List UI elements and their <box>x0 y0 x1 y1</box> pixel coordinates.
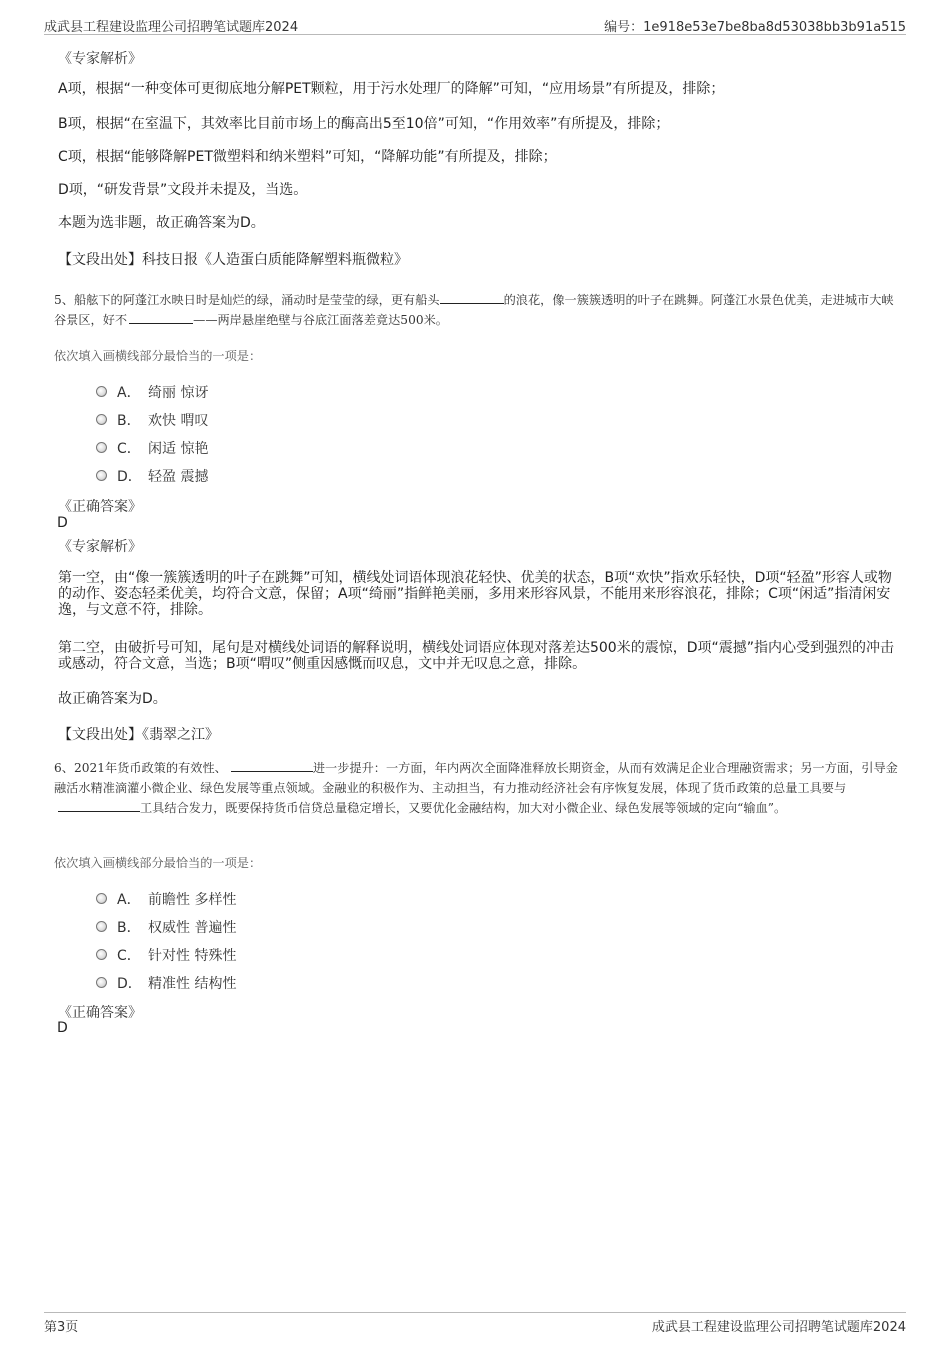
option-letter: B． <box>117 920 141 936</box>
q5-analysis-label: 《专家解析》 <box>58 539 142 555</box>
option-letter: D． <box>117 976 142 992</box>
radio-button[interactable] <box>96 893 107 904</box>
q5-text-part: 的浪花，像一簇簇透明的叶子在跳舞。阿蓬江水景色优美，走进城市大峡谷景区，好不 <box>54 293 894 327</box>
header-code: 编号：1e918e53e7be8ba8d53038bb3b91a515 <box>604 20 906 35</box>
q5-analysis-paragraph: 第二空，由破折号可知，尾句是对横线处词语的解释说明，横线处词语应体现对落差达500米的震惊，D项“震撼”指内心受到强烈的冲击或感动，符合文意，当选；B项“喟叹”侧重因感慨而叹息，文中并无叹息之意，排除。 <box>58 640 895 672</box>
option-letter: C． <box>117 948 141 964</box>
option-letter: A． <box>117 892 141 908</box>
option-text: 绮丽 惊讶 <box>148 385 209 401</box>
q5-source: 【文段出处】《翡翠之江》 <box>58 727 219 743</box>
option-letter: B． <box>117 413 141 429</box>
option-text: 精准性 结构性 <box>148 976 237 992</box>
q6-prompt: 依次填入画横线部分最恰当的一项是： <box>54 856 262 870</box>
q6-text-part: 6、2021年货币政策的有效性、 <box>54 761 227 775</box>
q5-analysis-paragraph: 故正确答案为D。 <box>58 691 167 707</box>
header-title: 成武县工程建设监理公司招聘笔试题库2024 <box>44 20 299 35</box>
q6-question-text <box>54 758 900 818</box>
q5-answer-label: 《正确答案》 <box>58 499 142 515</box>
q6-blank-1 <box>231 758 313 772</box>
option-text: 针对性 特殊性 <box>148 948 237 964</box>
option-text: 闲适 惊艳 <box>148 441 209 457</box>
radio-button[interactable] <box>96 442 107 453</box>
q5-question-text <box>54 290 900 330</box>
option-letter: A． <box>117 385 141 401</box>
option-text: 前瞻性 多样性 <box>148 892 237 908</box>
option-text: 欢快 喟叹 <box>148 413 209 429</box>
option-text: 轻盈 震撼 <box>148 469 209 485</box>
q6-text-part: 进一步提升：一方面，年内两次全面降准释放长期资金，从而有效满足企业合理融资需求；另一方面，引导金融活水精准滴灌小微企业、绿色发展等重点领域。金融业的积极作为、主动担当，有力推动经济社会有序恢复发展，体现了货币政策的总量工具要与 <box>54 761 898 795</box>
q5-text-part: ——两岸悬崖绝壁与谷底江面落差竟达500米。 <box>193 313 448 327</box>
radio-button[interactable] <box>96 949 107 960</box>
q4-analysis-paragraph: A项，根据“一种变体可更彻底地分解PET颗粒，用于污水处理厂的降解”可知，“应用场景”有所提及，排除； <box>58 81 725 97</box>
q4-analysis-paragraph: 本题为选非题，故正确答案为D。 <box>58 215 265 231</box>
option-text: 权威性 普遍性 <box>148 920 237 936</box>
radio-button[interactable] <box>96 386 107 397</box>
q4-analysis-paragraph: B项，根据“在室温下，其效率比目前市场上的酶高出5至10倍”可知，“作用效率”有所提及，排除； <box>58 116 670 132</box>
page-footer <box>44 1312 906 1335</box>
q5-blank-2 <box>129 310 193 324</box>
option-letter: D． <box>117 469 142 485</box>
q6-answer: D <box>57 1020 68 1036</box>
radio-button[interactable] <box>96 977 107 988</box>
footer-title: 成武县工程建设监理公司招聘笔试题库2024 <box>651 1320 906 1335</box>
q5-answer: D <box>57 515 68 531</box>
q4-analysis-label: 《专家解析》 <box>58 51 142 67</box>
q5-text-part: 5、船舷下的阿蓬江水映日时是灿烂的绿，涌动时是莹莹的绿，更有船头 <box>54 293 440 307</box>
radio-button[interactable] <box>96 921 107 932</box>
page-header <box>44 14 906 35</box>
q5-blank-1 <box>440 290 504 304</box>
q5-prompt: 依次填入画横线部分最恰当的一项是： <box>54 349 262 363</box>
q5-analysis-paragraph: 第一空，由“像一簇簇透明的叶子在跳舞”可知，横线处词语体现浪花轻快、优美的状态，B项“欢快”指欢乐轻快，D项“轻盈”形容人或物的动作、姿态轻柔优美，均符合文意，保留；A项“绮丽”指鲜艳美丽，多用来形容风景，不能用来形容浪花，排除；C项“闲适”指清闲安逸，与文意不符，排除。 <box>58 570 892 618</box>
radio-button[interactable] <box>96 414 107 425</box>
q4-analysis-paragraph: C项，根据“能够降解PET微塑料和纳米塑料”可知，“降解功能”有所提及，排除； <box>58 149 557 165</box>
q4-analysis-paragraph: D项，“研发背景”文段并未提及，当选。 <box>58 182 308 198</box>
q6-blank-2 <box>58 798 140 812</box>
footer-page-number: 第3页 <box>44 1320 79 1335</box>
q6-answer-label: 《正确答案》 <box>58 1005 142 1021</box>
q6-text-part: 工具结合发力，既要保持货币信贷总量稳定增长，又要优化金融结构，加大对小微企业、绿色发展等领域的定向“输血”。 <box>140 801 787 815</box>
option-letter: C． <box>117 441 141 457</box>
radio-button[interactable] <box>96 470 107 481</box>
q4-source: 【文段出处】科技日报《人造蛋白质能降解塑料瓶微粒》 <box>58 252 408 268</box>
